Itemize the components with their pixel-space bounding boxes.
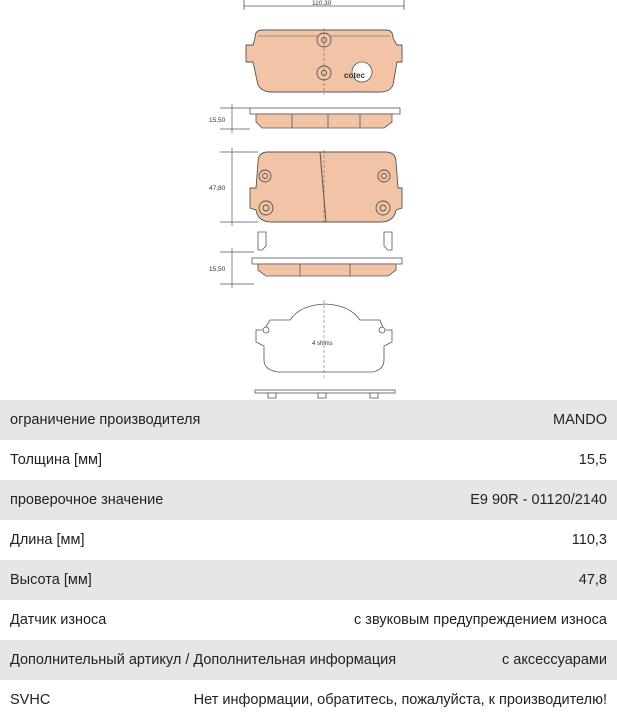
spec-value: MANDO <box>553 412 607 428</box>
pad-view-top <box>246 28 402 95</box>
shim-side-view <box>255 390 395 398</box>
pad-side-view-top <box>250 108 400 128</box>
dim-height-label: 47,80 <box>209 185 226 192</box>
spec-label: Датчик износа <box>10 612 107 628</box>
dim-width-label: 110,30 <box>312 0 332 7</box>
height-dimension <box>220 148 258 226</box>
spec-row-wear-sensor <box>0 600 617 640</box>
spec-value: E9 90R - 01120/2140 <box>470 492 607 508</box>
spec-value: 47,8 <box>578 572 607 588</box>
spec-label: Длина [мм] <box>10 532 85 548</box>
spec-row-thickness <box>0 440 617 480</box>
spec-row-length <box>0 520 617 560</box>
spec-value: 15,5 <box>578 452 607 468</box>
spec-label: SVHC <box>10 692 51 708</box>
spec-label: Дополнительный артикул / Дополнительная информация <box>10 652 397 668</box>
spec-label: проверочное значение <box>10 492 164 508</box>
shim-view <box>256 300 392 378</box>
spec-value: Нет информации, обратитесь, пожалуйста, к производителю! <box>193 692 607 708</box>
dim-thickness-top-label: 15,50 <box>209 117 226 124</box>
spec-value: с аксессуарами <box>501 652 607 668</box>
spec-label: Толщина [мм] <box>10 452 103 468</box>
dim-thickness-bottom-label: 15,50 <box>209 266 226 273</box>
brand-mark: cotec <box>344 71 365 80</box>
spec-row-height <box>0 560 617 600</box>
spec-label: Высота [мм] <box>10 572 92 588</box>
spec-row-test-mark <box>0 480 617 520</box>
spec-value: 110,3 <box>571 532 607 548</box>
specification-table <box>0 400 617 720</box>
pad-view-middle <box>250 150 402 225</box>
spec-value: с звуковым предупреждением износа <box>354 612 607 628</box>
pad-side-view-bottom <box>252 232 402 276</box>
spec-row-additional-info <box>0 640 617 680</box>
spec-row-manufacturer <box>0 400 617 440</box>
shims-label: 4 shims <box>312 341 333 347</box>
spec-row-svhc <box>0 680 617 720</box>
spec-label: ограничение производителя <box>10 412 201 428</box>
